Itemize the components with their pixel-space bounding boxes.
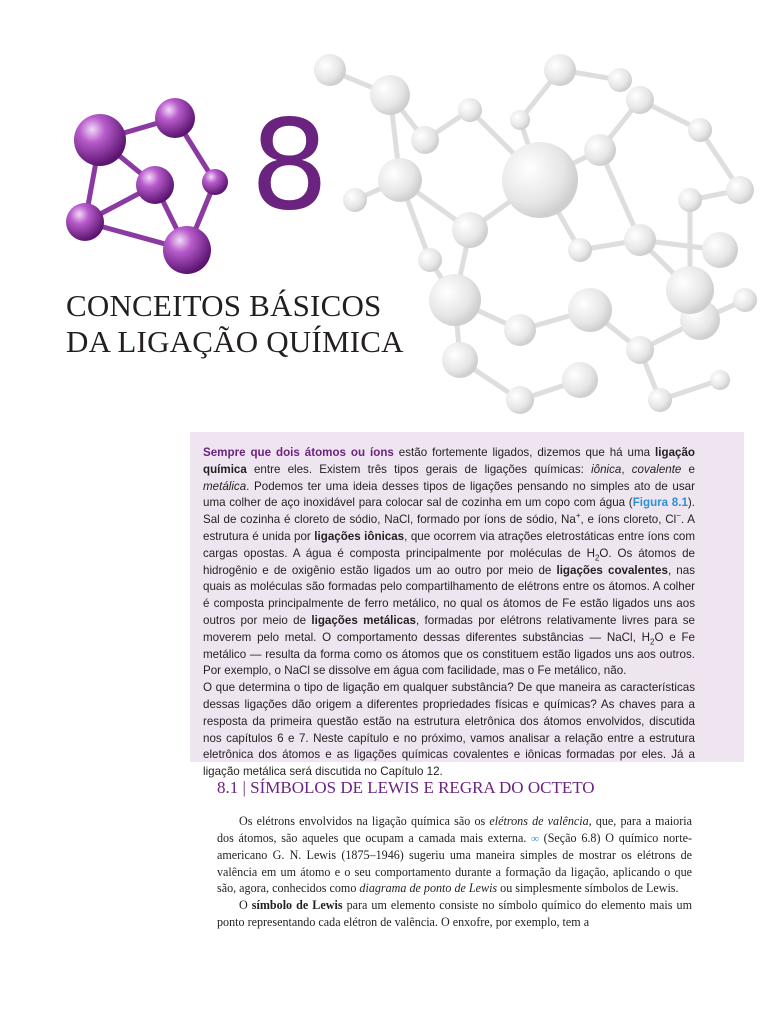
term-ligacoes-ionicas: ligações iônicas xyxy=(314,529,405,543)
section-paragraph-2: O símbolo de Lewis para um elemento consiste no símbolo químico do elemento mais um ponto representando cada elétron de valência. O enxofre, por exemplo, tem a xyxy=(217,897,692,929)
term-ligacao-quimica: ligação química xyxy=(203,446,695,476)
intro-paragraph-1: Sempre que dois átomos ou íons estão fortemente ligados, dizemos que há uma ligação química entre eles. Existem três tipos gerais de ligações químicas: iônica, covalente e metálica. Podemos ter uma ideia desses tipos de ligações pensando no simples ato de usar uma colher de aço inoxidável para colocar sal de cozinha em um copo com água (Figura 8.1). Sal de cozinha é cloreto de sódio, NaCl, formado por íons de sódio, Na+, e íons cloreto, Cl−. A estrutura é unida por ligações iônicas, que ocorrem via atrações eletrostáticas entre íons com cargas opostas. A água é composta principalmente por moléculas de $H_2O$. Os átomos de hidrogênio e de oxigênio estão ligados um ao outro por meio de ligações covalentes, nas quais as moléculas são formadas pelo compartilhamento de elétrons entre os átomos. A colher é composta principalmente de ferro metálico, no qual os átomos de Fe estão ligados uns aos outros por meio de ligações metálicas, formadas por elétrons relativamente livres para se moverem pelo metal. O comportamento dessas diferentes substâncias — NaCl, $H_2O$ e Fe metálico — resulta da forma como os átomos que os constituem estão ligados uns aos outros. Por exemplo, o NaCl se dissolve em água com facilidade, mas o Fe metálico, não. xyxy=(203,446,696,678)
intro-paragraph-2: O que determina o tipo de ligação em qualquer substância? De que maneira as características dessas ligações dão origem a diferentes propriedades físicas e químicas? As chaves para a resposta da primeira questão estão na estrutura eletrônica dos átomos envolvidos, discutida nos capítulos 6 e 7. Neste capítulo e no próximo, vamos analisar a relação entre a estrutura eletrônica dos átomos e as ligações químicas covalentes e iônicas formadas por eles. Já a ligação metálica será discutida no Capítulo 12. xyxy=(203,681,695,779)
intro-text xyxy=(203,445,695,781)
term-ligacoes-metalicas: ligações metálicas xyxy=(311,613,416,627)
cross-reference-icon[interactable]: ∞ xyxy=(531,832,539,845)
term-ligacoes-covalentes: ligações covalentes xyxy=(556,563,668,577)
term-simbolo-de-lewis: símbolo de Lewis xyxy=(251,897,343,912)
section-heading: 8.1 | SÍMBOLOS DE LEWIS E REGRA DO OCTETO xyxy=(217,778,595,797)
figure-reference-link[interactable]: Figura 8.1 xyxy=(632,496,688,510)
chapter-title-line-2: DA LIGAÇÃO QUÍMICA xyxy=(66,324,404,359)
section-reference: (Seção 6.8) xyxy=(538,830,601,845)
section-body xyxy=(217,813,692,930)
chapter-title xyxy=(66,288,404,360)
chapter-title-line-1: CONCEITOS BÁSICOS xyxy=(66,288,382,323)
intro-lead: Sempre que dois átomos ou íons xyxy=(203,446,394,459)
chapter-number: 8 xyxy=(250,94,329,238)
section-paragraph-1: Os elétrons envolvidos na ligação química são os elétrons de valência, que, para a maioria dos átomos, são aqueles que ocupam a camada mais externa. ∞ (Seção 6.8) O químico norte-americano G. N. Lewis (1875–1946) sugeriu uma maneira simples de mostrar os elétrons de valência em um átomo e o seu comportamento durante a formação da ligação, aplicando o que são, agora, conhecidos como diagrama de ponto de Lewis ou simplesmente símbolos de Lewis. xyxy=(217,814,692,896)
molecule-icon xyxy=(55,90,245,280)
